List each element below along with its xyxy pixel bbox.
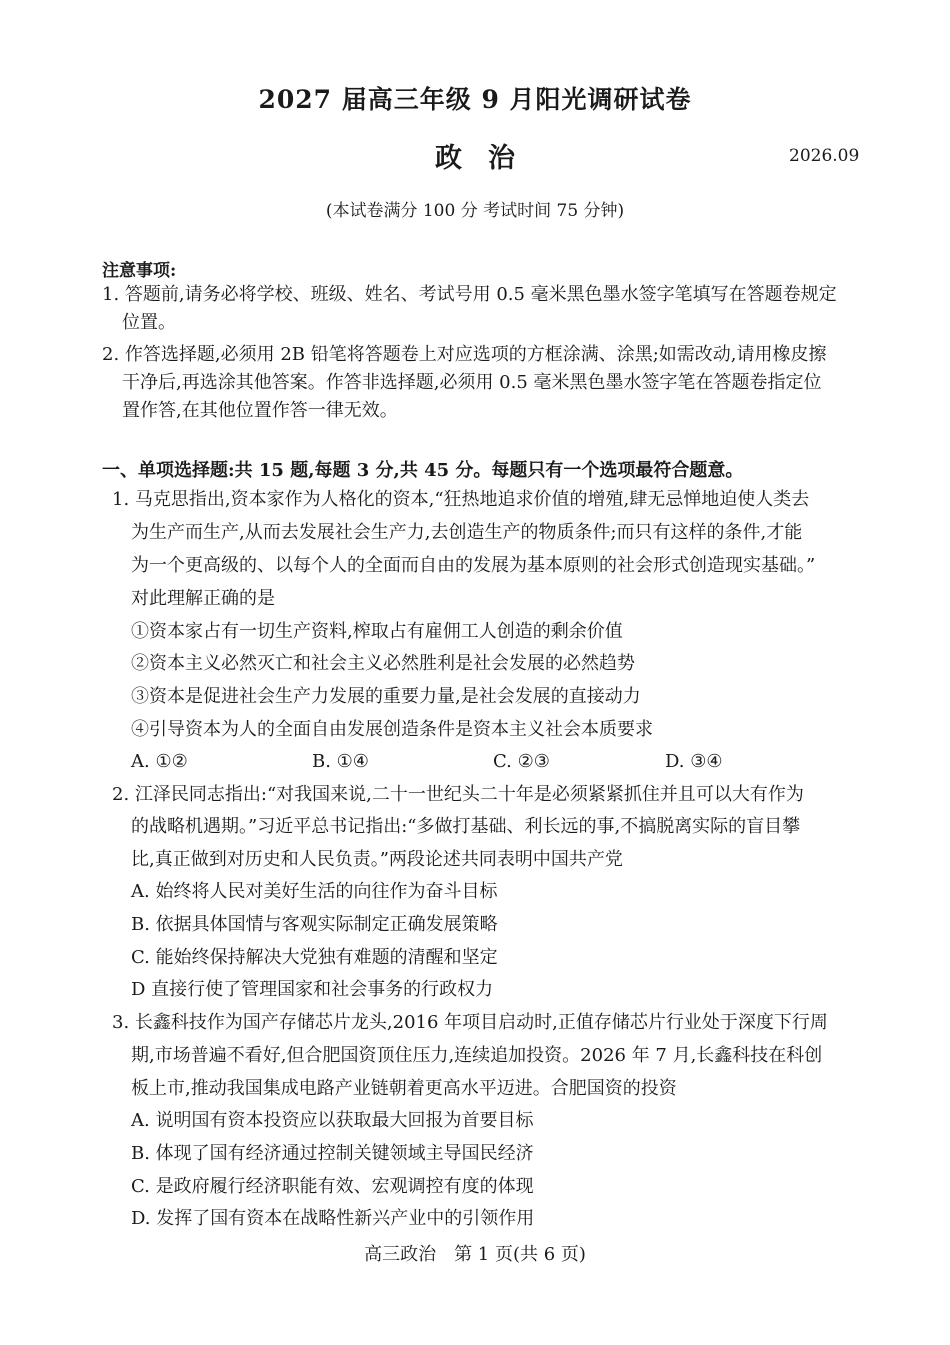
section-title: 一、单项选择题:共 15 题,每题 3 分,共 45 分。每题只有一个选项最符合题意。 — [102, 460, 744, 481]
q2-stem-line-2: 的战略机遇期。”习近平总书记指出:“多做打基础、利长远的事,不搞脱离实际的盲目攀 — [131, 816, 801, 837]
q1-statement-2: ②资本主义必然灭亡和社会主义必然胜利是社会发展的必然趋势 — [131, 653, 635, 674]
q2-stem-line-3: 比,真正做到对历史和人民负责。”两段论述共同表明中国共产党 — [131, 849, 623, 870]
subject-title: 政治 — [435, 143, 541, 174]
notice-item-1-line-1: 1. 答题前,请务必将学校、班级、姓名、考试号用 0.5 毫米黑色墨水签字笔填写在答题卷规定 — [102, 284, 837, 305]
notice-item-2-line-1: 2. 作答选择题,必须用 2B 铅笔将答题卷上对应选项的方框涂满、涂黑;如需改动,请用橡皮擦 — [102, 344, 827, 365]
q3-stem-line-2: 期,市场普遍不看好,但合肥国资顶住压力,连续追加投资。2026 年 7 月,长鑫科技在科创 — [131, 1045, 823, 1066]
q3-stem-line-1: 3. 长鑫科技作为国产存储芯片龙头,2016 年项目启动时,正值存储芯片行业处于深度下行周 — [112, 1012, 828, 1033]
notice-heading: 注意事项: — [102, 261, 177, 281]
q1-statement-1: ①资本家占有一切生产资料,榨取占有雇佣工人创造的剩余价值 — [131, 621, 623, 642]
exam-title: 2027 届高三年级 9 月阳光调研试卷 — [258, 85, 692, 114]
q3-option-a: A. 说明国有资本投资应以获取最大回报为首要目标 — [131, 1110, 534, 1131]
q1-option-d: D. ③④ — [665, 751, 723, 772]
q2-option-b: B. 依据具体国情与客观实际制定正确发展策略 — [131, 914, 498, 935]
q1-statement-3: ③资本是促进社会生产力发展的重要力量,是社会发展的直接动力 — [131, 686, 641, 707]
notice-item-2-line-2: 干净后,再选涂其他答案。作答非选择题,必须用 0.5 毫米黑色墨水签字笔在答题卷指定位 — [122, 372, 822, 393]
q1-stem-line-4: 对此理解正确的是 — [131, 588, 275, 609]
q1-stem-line-1: 1. 马克思指出,资本家作为人格化的资本,“狂热地追求价值的增殖,肆无忌惮地迫使人类去 — [112, 489, 810, 510]
q2-option-a: A. 始终将人民对美好生活的向往作为奋斗目标 — [131, 881, 498, 902]
q1-stem-line-2: 为生产而生产,从而去发展社会生产力,去创造生产的物质条件;而只有这样的条件,才能 — [131, 522, 803, 543]
q2-option-c: C. 能始终保持解决大党独有难题的清醒和坚定 — [131, 947, 498, 968]
q2-stem-line-1: 2. 江泽民同志指出:“对我国来说,二十一世纪头二十年是必须紧紧抓住并且可以大有作为 — [112, 784, 804, 805]
q3-option-c: C. 是政府履行经济职能有效、宏观调控有度的体现 — [131, 1176, 534, 1197]
q3-option-b: B. 体现了国有经济通过控制关键领域主导国民经济 — [131, 1143, 534, 1164]
q1-option-b: B. ①④ — [312, 751, 369, 772]
q1-option-c: C. ②③ — [493, 751, 550, 772]
q1-stem-line-3: 为一个更高级的、以每个人的全面而自由的发展为基本原则的社会形式创造现实基础。” — [131, 555, 816, 576]
notice-item-1-line-2: 位置。 — [122, 312, 176, 333]
notice-item-2-line-3: 置作答,在其他位置作答一律无效。 — [122, 400, 398, 421]
q1-statement-4: ④引导资本为人的全面自由发展创造条件是资本主义社会本质要求 — [131, 719, 653, 740]
exam-info: (本试卷满分 100 分 考试时间 75 分钟) — [325, 201, 625, 221]
q3-stem-line-3: 板上市,推动我国集成电路产业链朝着更高水平迈进。合肥国资的投资 — [131, 1078, 677, 1099]
page-footer: 高三政治 第 1 页(共 6 页) — [364, 1244, 586, 1265]
q3-option-d: D. 发挥了国有资本在战略性新兴产业中的引领作用 — [131, 1208, 535, 1229]
q1-option-a: A. ①② — [131, 751, 188, 772]
exam-date: 2026.09 — [789, 146, 860, 166]
q2-option-d: D 直接行使了管理国家和社会事务的行政权力 — [131, 979, 494, 1000]
